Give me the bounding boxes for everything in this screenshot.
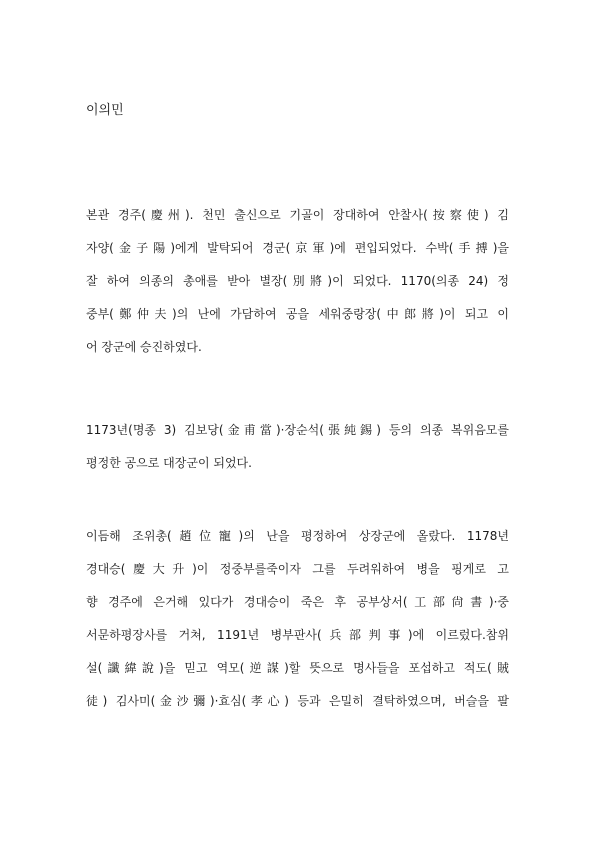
paragraph-3-line-4: 서문하평장사를 거쳐, 1191년 병부판사(兵部判事)에 이르렀다.참위	[86, 628, 509, 642]
paragraph-1-line-2: 자양(金子陽)에게 발탁되어 경군(京軍)에 편입되었다. 수박(手搏)을	[86, 241, 509, 255]
document-title: 이의민	[86, 103, 124, 118]
paragraph-1-line-1: 본관 경주(慶州). 천민 출신으로 기골이 장대하여 안찰사(按察使) 김	[86, 208, 509, 222]
paragraph-3-line-1: 이듬해 조위총(趙位寵)의 난을 평정하여 상장군에 올랐다. 1178년	[86, 529, 509, 543]
paragraph-2-line-1: 1173년(명종 3) 김보당(金甫當)·장순석(張純錫) 등의 의종 복위음모를	[86, 423, 509, 437]
paragraph-3-line-3: 향 경주에 은거해 있다가 경대승이 죽은 후 공부상서(工部尙書)·중	[86, 595, 509, 609]
paragraph-1-line-5: 어 장군에 승진하였다.	[86, 340, 202, 354]
paragraph-3-line-6: 徒) 김사미(金沙彌)·효심(孝心) 등과 은밀히 결탁하였으며, 버슬을 팔	[86, 694, 509, 708]
paragraph-2-line-2: 평정한 공으로 대장군이 되었다.	[86, 456, 252, 470]
paragraph-3-line-5: 설(讖緯說)을 믿고 역모(逆謀)할 뜻으로 명사들을 포섭하고 적도(賊	[86, 661, 509, 675]
paragraph-1-line-4: 중부(鄭仲夫)의 난에 가담하여 공을 세워중랑장(中郎將)이 되고 이	[86, 307, 509, 321]
paragraph-3-line-2: 경대승(慶大升)이 정중부를죽이자 그를 두려워하여 병을 핑게로 고	[86, 562, 509, 576]
paragraph-1-line-3: 잘 하여 의종의 총애를 받아 별장(別將)이 되었다. 1170(의종 24) 정	[86, 274, 509, 288]
